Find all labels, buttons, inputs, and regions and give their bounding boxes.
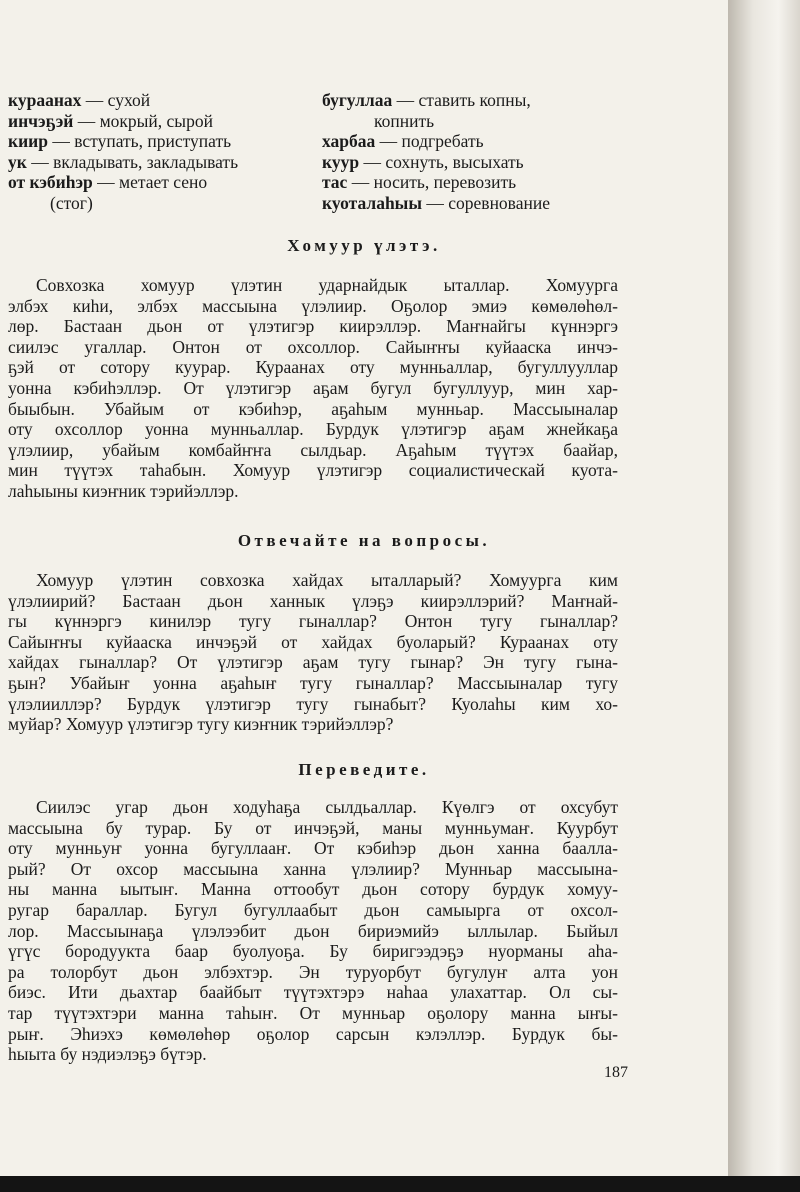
text-line: биэс. Ити дьахтар баайбыт түүтэхтэрэ наһаа улахаттар. Ол сы- [8,982,618,1003]
vocab-item: тас — носить, перевозить [322,172,517,192]
vocab-item-continuation: копнить [374,110,435,131]
text-line: ны манна ыытыҥ. Манна оттообут дьон сотору бурдук хомуу- [8,879,618,900]
vocab-item: от кэбиһэр — метает сено [8,172,208,192]
vocab-item: харбаа — подгребать [322,131,484,151]
questions-paragraph [8,570,618,735]
vocab-item: куур — сохнуть, высыхать [322,151,524,172]
text-line: Хомуур үлэтин совхозка хайдах ыталларый? Хомуурга ким [36,570,618,590]
section-heading-text: Хомуур үлэтэ. [287,236,441,255]
vocab-item: ук — вкладывать, закладывать [8,151,239,172]
vocab-item-continuation: (стог) [50,192,93,213]
text-line: уонна кэбиһэллэр. От үлэтигэр аҕам бугул бугуллуур, мин хар- [8,377,618,398]
text-line: мин түүтэх таһабын. Хомуур үлэтигэр социалистическай куота- [8,460,618,481]
text-line: тар түүтэхтэри манна таһыҥ. От мунньар оҕолору манна ыҥы- [8,1002,618,1023]
vocab-item: киир — вступать, приступать [8,131,232,151]
vocab-list-right [322,90,622,213]
text-line: Совхозка хомуур үлэтин ударнайдык ыталлар. Хомуурга [36,275,618,295]
text-line: сиилэс угаллар. Онтон от охсоллор. Сайыҥҥы куйааска инчэ- [8,336,618,357]
text-line: лаһыыны киэҥник тэрийэллэр. [8,480,239,501]
text-line: ра толорбут дьон элбэхтэр. Эн туруорбут бугулуҥ алта уон [8,961,618,982]
text-line: һыыта бу нэдиэлэҕэ бүтэр. [8,1044,207,1065]
vocab-item: бугуллаа — ставить копны, [322,90,531,110]
vocab-item: инчэҕэй — мокрый, сырой [8,110,213,131]
text-line: рый? От охсор массыына ханна үлэлиир? Мунньар массыына- [8,858,618,879]
text-line: хайдах гыналлар? От үлэтигэр аҕам тугу гынар? Эн тугу гына- [8,652,618,673]
text-line: быыбын. Убайым от кэбиһэр, аҕаһым мунньар. Массыыналар [8,398,618,419]
text-line: Сайыҥҥы куйааска инчэҕэй от хайдах буоларый? Кураанах оту [8,631,618,652]
text-line: оту охсоллор уонна мунньаллар. Бурдук үлэтигэр аҕам жнейкаҕа [8,419,618,440]
page-bottom-border [0,1176,800,1192]
reading-paragraph [8,275,618,502]
text-line: массыына бу турар. Бу от инчэҕэй, маны мунньумаҥ. Куурбут [8,817,618,838]
page-number: 187 [604,1064,628,1081]
vocab-item: куоталаһыы — соревнование [322,192,550,213]
text-line: рыҥ. Эһиэхэ көмөлөһөр оҕолор сарсын кэлэллэр. Бурдук бы- [8,1023,618,1044]
vocab-item: кураанах — сухой [8,90,151,110]
text-line: үлэлиир, убайым комбайҥҥа сылдьар. Аҕаһым түүтэх баайар, [8,439,618,460]
text-line: үлэлииллэр? Бурдук үлэтигэр тугу гынабыт? Куолаһы ким хо- [8,693,618,714]
text-line: гы күннэргэ кинилэр тугу гыналлар? Онтон тугу гыналлар? [8,611,618,632]
section-heading-translate: Переведите. [298,760,430,779]
text-line: Сиилэс угар дьон ходуһаҕа сылдьаллар. Күөлгэ от охсубут [36,797,618,817]
text-line: оту мунньуҥ уонна бугуллааҥ. От кэбиһэр дьон ханна баалла- [8,838,618,859]
text-line: үгүс бородуукта баар буолуоҕа. Бу биригээдэҕэ нуорманы аһа- [8,941,618,962]
text-line: лөр. Бастаан дьон от үлэтигэр киирэллэр. Маҥнайгы күннэргэ [8,316,618,337]
text-line: ҕын? Убайыҥ уонна аҕаһыҥ тугу гыналлар? Массыыналар тугу [8,672,618,693]
text-line: элбэх киһи, элбэх массыына үлэлиир. Оҕолор эмиэ көмөлөһөл- [8,295,618,316]
text-line: ҕэй от сотору куурар. Кураанах оту мунньаллар, бугуллууллар [8,357,618,378]
vocab-list-left [8,90,318,213]
page-edge-shadow [728,0,800,1192]
text-line: муйар? Хомуур үлэтигэр тугу киэҥник тэрийэллэр? [8,714,394,735]
text-line: ругар бараллар. Бугул бугуллаабыт дьон самыырга от охсол- [8,899,618,920]
translation-paragraph [8,797,618,1065]
text-line: лор. Массыынаҕа үлэлээбит дьон бириэмийэ ыллылар. Быйыл [8,920,618,941]
section-heading-questions: Отвечайте на вопросы. [237,531,491,550]
text-line: үлэлиирий? Бастаан дьон ханнык үлэҕэ киирэллэрий? Маҥнай- [8,590,618,611]
